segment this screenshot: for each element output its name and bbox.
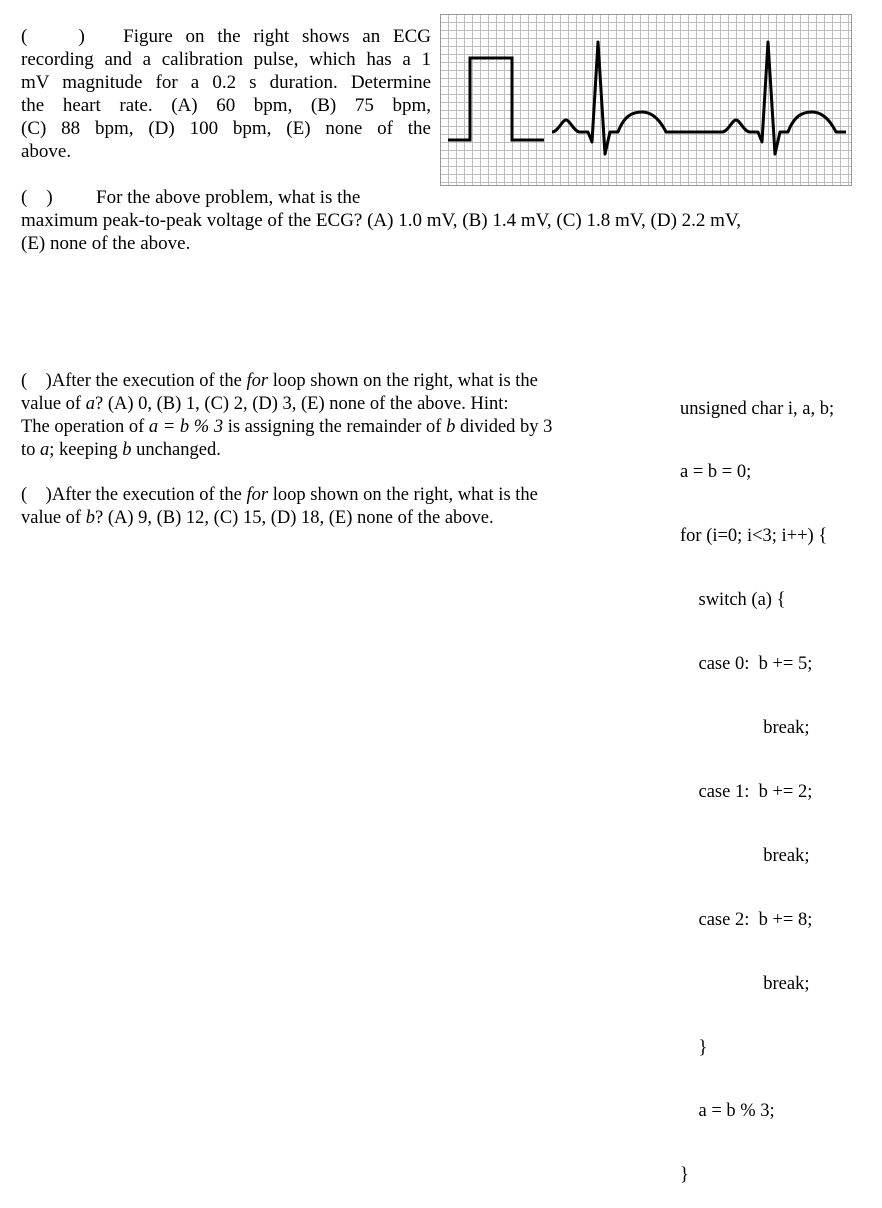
code-line: switch (a) { [680, 590, 786, 611]
ecg-grid [440, 14, 852, 186]
question-line: maximum peak-to-peak voltage of the ECG? (A) 1.0 mV, (B) 1.4 mV, (C) 1.8 mV, (D) 2.2 mV, [21, 210, 741, 231]
question-line: mV magnitude for a 0.2 s duration. Determine [21, 72, 431, 93]
code-line: break; [680, 845, 810, 866]
question-loop-value-b [21, 484, 641, 530]
grid-frame [441, 15, 852, 186]
question-line: the heart rate. (A) 60 bpm, (B) 75 bpm, [21, 95, 431, 116]
question-ecg-heart-rate [21, 25, 431, 163]
question-line: (E) none of the above. [21, 233, 191, 254]
code-line: } [680, 1037, 708, 1058]
answer-blank: ( ) [21, 485, 52, 505]
question-line: to a; keeping b unchanged. [21, 440, 221, 460]
question-line: ( )After the execution of the for loop shown on the right, what is the [21, 371, 538, 391]
question-line: (C) 88 bpm, (D) 100 bpm, (E) none of the [21, 118, 431, 139]
code-line: break; [680, 718, 810, 739]
code-listing [680, 356, 834, 1208]
code-line: break; [680, 973, 810, 994]
question-line: above. [21, 141, 72, 162]
ecg-figure [440, 14, 852, 186]
question-ecg-peak-voltage [21, 186, 871, 255]
code-line: case 1: b += 2; [680, 781, 813, 802]
code-line: unsigned char i, a, b; [680, 398, 835, 419]
question-line: ( )After the execution of the for loop shown on the right, what is the [21, 485, 538, 505]
question-text: Figure on the right shows an ECG [123, 26, 432, 47]
code-line: } [680, 1165, 689, 1186]
question-line [21, 25, 431, 48]
code-line: a = b % 3; [680, 1101, 775, 1122]
answer-blank: ( ) [21, 26, 85, 47]
code-line: case 0: b += 5; [680, 654, 813, 675]
code-line: a = b = 0; [680, 462, 752, 483]
code-line: case 2: b += 8; [680, 909, 813, 930]
question-text: For the above problem, what is the [96, 187, 361, 208]
code-line: for (i=0; i<3; i++) { [680, 526, 828, 547]
answer-blank: ( ) [21, 371, 52, 391]
answer-blank: ( ) [21, 187, 53, 208]
question-line: value of a? (A) 0, (B) 1, (C) 2, (D) 3, (E) none of the above. Hint: [21, 394, 509, 414]
question-loop-value-a [21, 370, 641, 462]
question-line: recording and a calibration pulse, which has a 1 [21, 49, 431, 70]
question-line: value of b? (A) 9, (B) 12, (C) 15, (D) 18, (E) none of the above. [21, 508, 494, 528]
question-line [21, 186, 871, 209]
question-line: The operation of a = b % 3 is assigning the remainder of b divided by 3 [21, 417, 553, 437]
